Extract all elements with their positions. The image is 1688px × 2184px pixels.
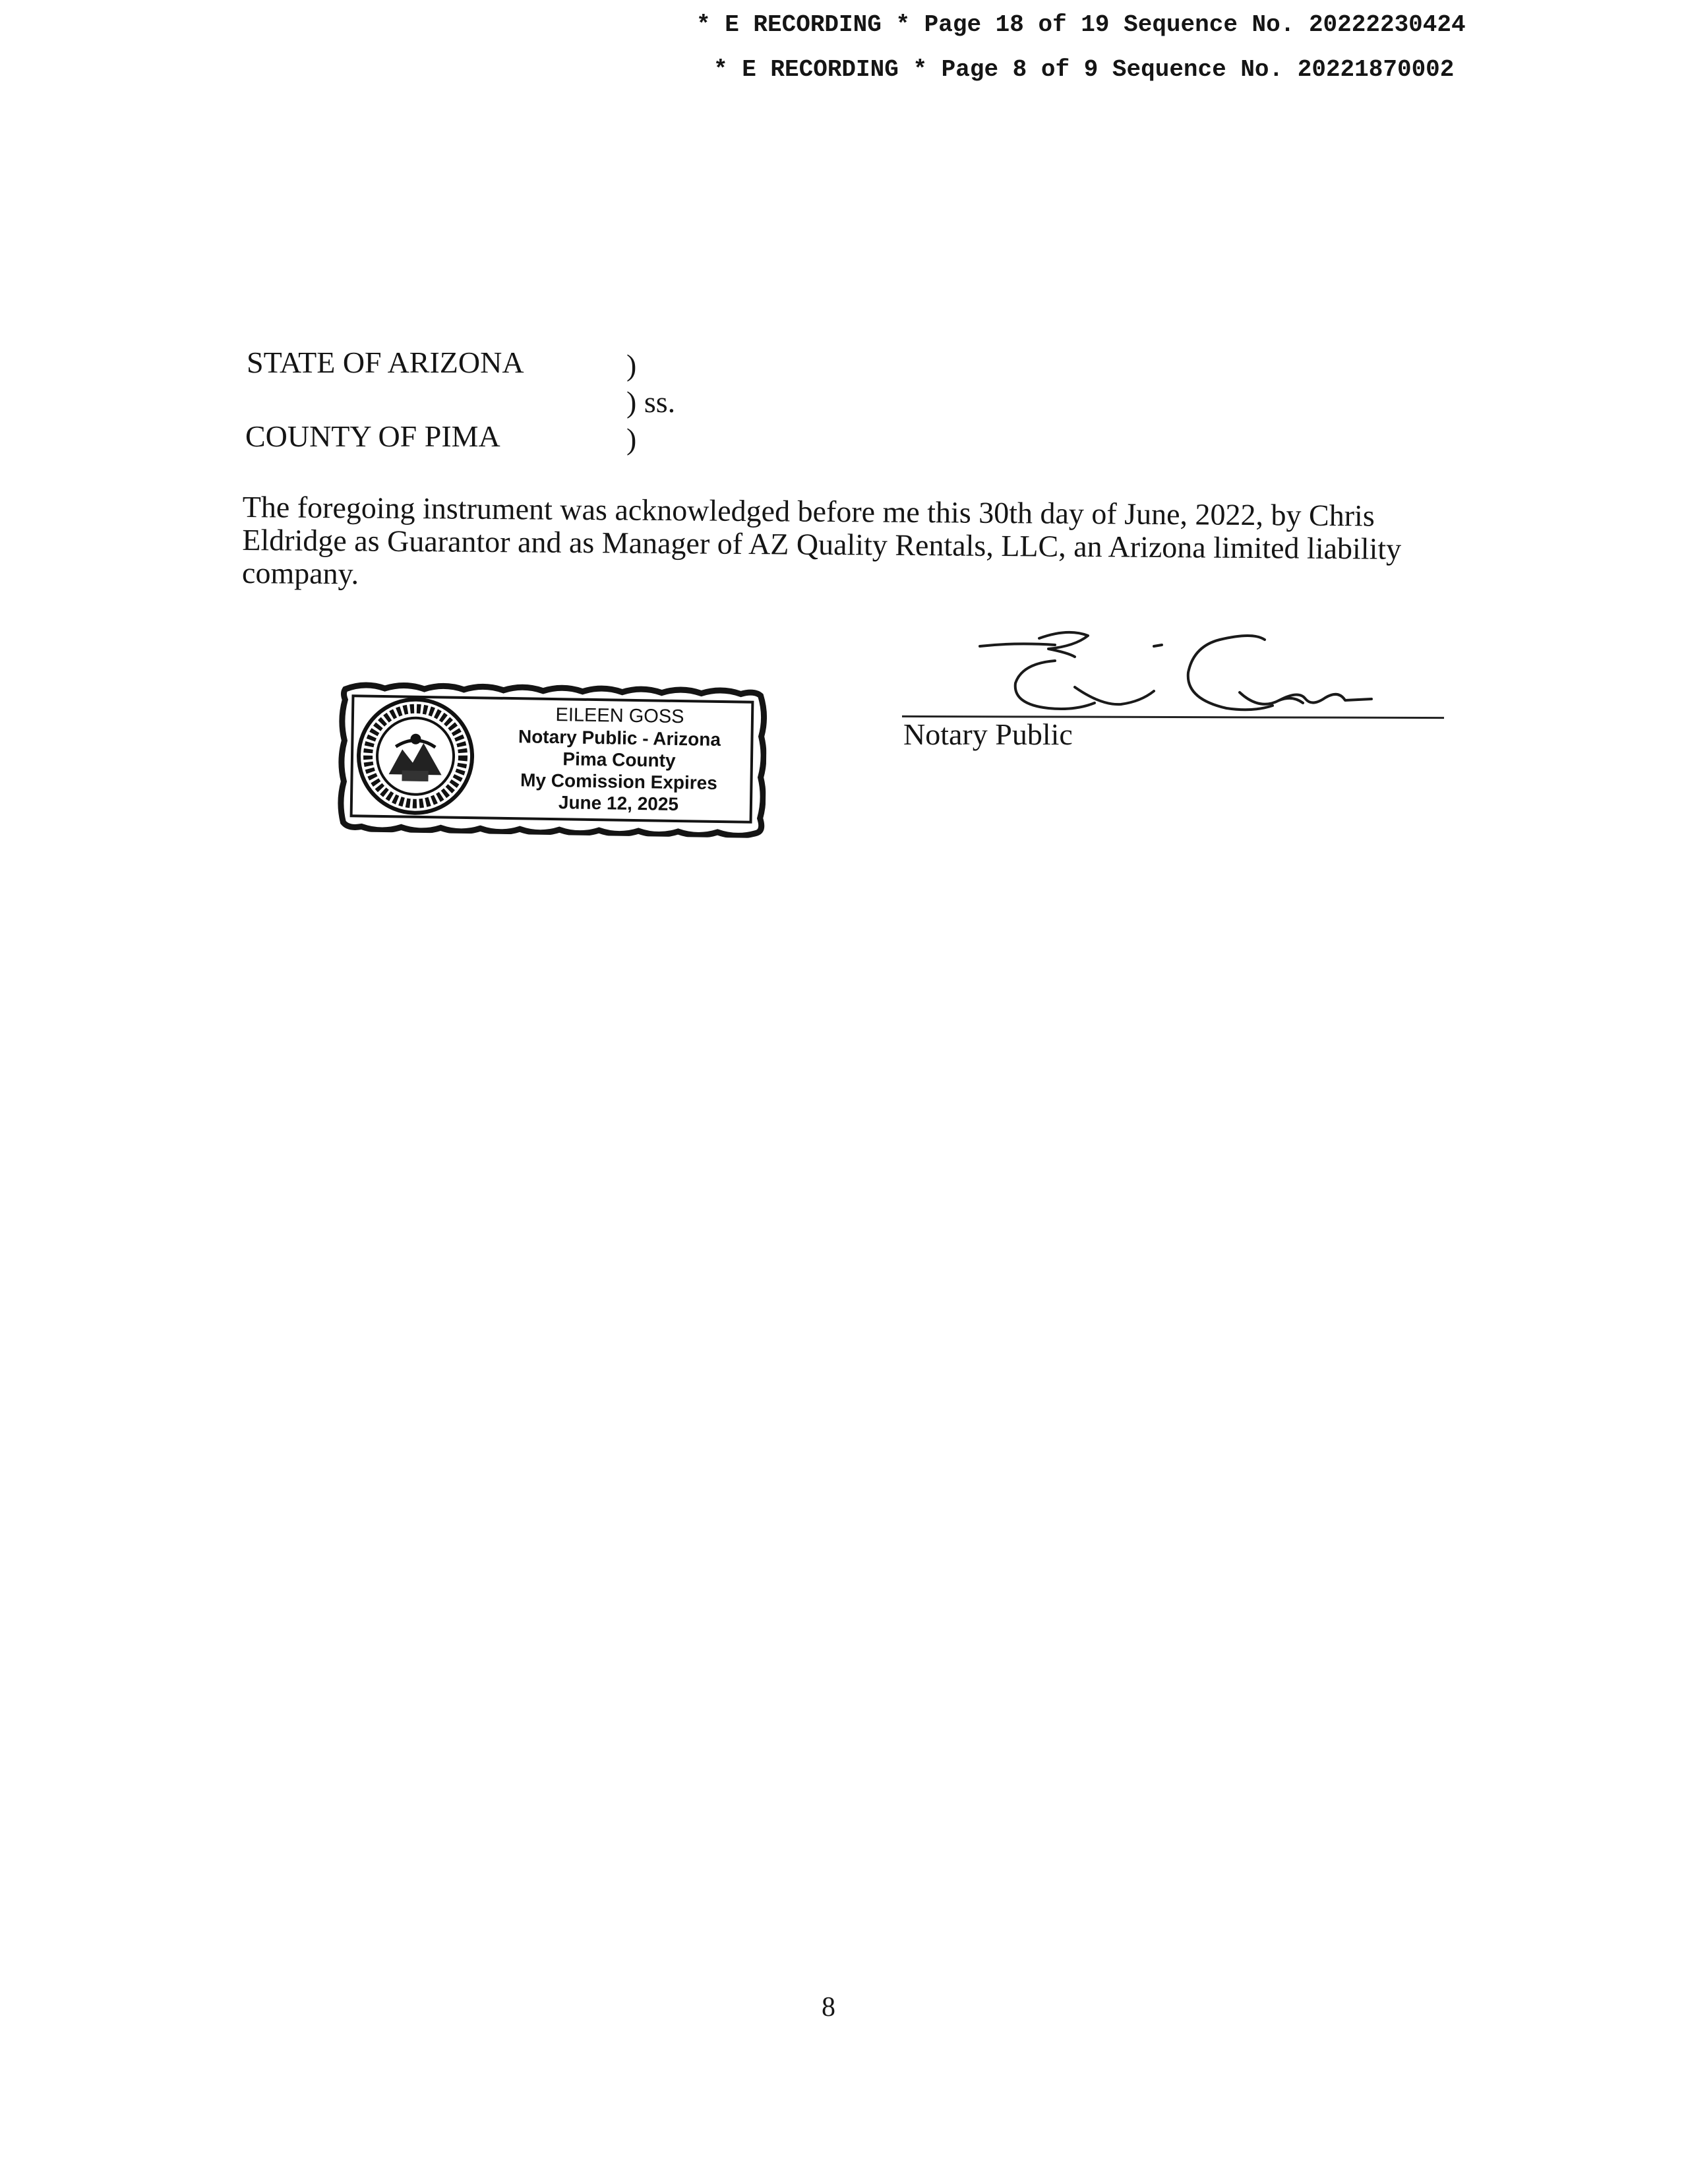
acknowledgment-paragraph: The foregoing instrument was acknowledged before me this 30th day of June, 2022, by Chris Eldridge as Guarantor and as Manager of AZ Quality Rentals, LLC, an Arizona limited liability company. [241,490,1402,591]
stamp-notary-title: Notary Public - Arizona [518,726,721,750]
stamp-county: Pima County [562,748,676,771]
recording-header-primary: * E RECORDING * Page 18 of 19 Sequence No. 20222230424 [696,11,1466,38]
notary-public-label: Notary Public [903,717,1073,751]
venue-paren-open: ) [626,348,637,382]
notary-stamp [336,680,768,838]
stamp-notary-name: EILEEN GOSS [555,704,684,728]
page-number: 8 [822,1992,835,2022]
venue-state: STATE OF ARIZONA [247,346,524,379]
stamp-text-block [490,704,749,816]
venue-county: COUNTY OF PIMA [245,419,500,453]
arizona-seal-icon [355,696,476,816]
notary-signature [976,626,1411,725]
recording-header-secondary: * E RECORDING * Page 8 of 9 Sequence No. 20221870002 [713,56,1455,83]
stamp-commission-label: My Comission Expires [520,770,718,793]
venue-paren-ss: ) ss. [626,385,676,419]
venue-paren-close: ) [626,422,637,456]
stamp-expiration: June 12, 2025 [558,792,679,815]
